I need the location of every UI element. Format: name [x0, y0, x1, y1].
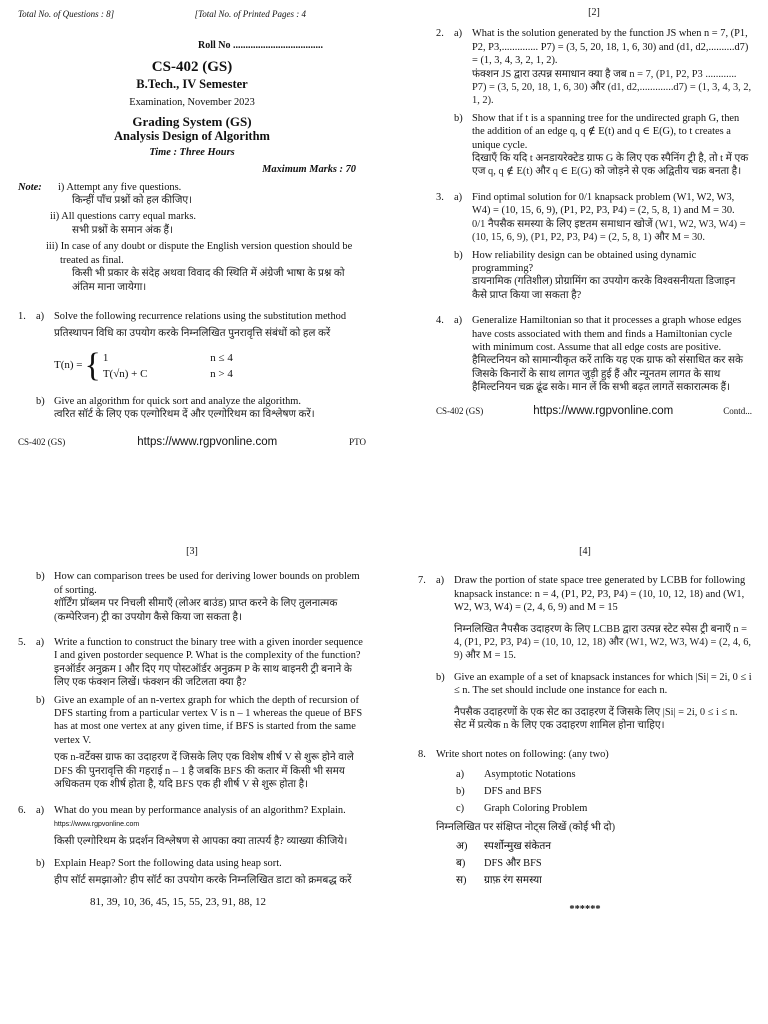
question-6b	[18, 857, 366, 888]
option-text: DFS and BFS	[484, 785, 542, 797]
option-text: DFS और BFS	[484, 858, 542, 870]
note-3-hi: किसी भी प्रकार के संदेह अथवा विवाद की स्थिति में अंग्रेजी भाषा के प्रश्न को अंतिम माना जायेगा।	[72, 268, 345, 293]
option-letter: b)	[456, 785, 465, 797]
question-5b	[18, 694, 366, 792]
q5a-text-en: Write a function to construct the binary tree with a given inorder sequence I and given postorder sequence P. What is the complexity of the function?	[54, 637, 363, 662]
q7a-text-en: Draw the portion of state space tree generated by LCBB for following knapsack instance: n = 4, (P1, P2, P3, P4) = (10, 10, 12, 18) and (W1, W2, W3, W4) = (2, 4, 6, 9) and M = 15	[454, 575, 746, 614]
q1a-text-hi: प्रतिस्थापन विधि का उपयोग करके निम्नलिखित पुनरावृत्ति संबंधों को हल करें	[54, 328, 331, 340]
option-letter: a)	[456, 768, 465, 780]
q1b-text-hi: त्वरित सॉर्ट के लिए एक एल्गोरिथम दें और एल्गोरिथम का विश्लेषण करें।	[54, 409, 315, 421]
q7a-part: a)	[436, 575, 445, 587]
subject-title: Analysis Design of Algorithm	[114, 129, 270, 144]
q7b-part: b)	[436, 671, 445, 683]
q8-option	[456, 766, 752, 783]
q8-text-hi: निम्नलिखित पर संक्षिप्त नोट्स लिखें (कोई भी दो)	[436, 821, 616, 833]
note-label: Note:	[18, 181, 42, 193]
note-1-en: i) Attempt any five questions.	[58, 181, 182, 193]
question-7b	[418, 671, 752, 733]
q5b-part: b)	[36, 694, 45, 706]
q3-number: 3.	[436, 191, 444, 203]
q5a-text-hi: इनऑर्डर अनुक्रम I और दिए गए पोस्टऑर्डर अनुक्रम P के साथ बाइनरी ट्री बनाने के लिए एक फंक्शन लिखें। फंक्शन की जटिलता क्या है?	[54, 663, 352, 689]
exam-session: Examination, November 2023	[129, 96, 255, 108]
grading-scheme: Grading System (GS)	[132, 114, 252, 130]
q8-option	[456, 800, 752, 817]
option-letter: स)	[456, 875, 467, 887]
q1-number: 1.	[18, 310, 26, 322]
option-letter: c)	[456, 802, 465, 814]
q3b-text-hi: डायनामिक (गतिशील) प्रोग्रामिंग का उपयोग करके विश्वसनीयता डिजाइन कैसे प्राप्त किया जा सकता है?	[472, 276, 736, 301]
end-marker: ******	[569, 904, 601, 916]
page-1-header	[18, 8, 366, 21]
max-marks: Maximum Marks : 70	[262, 164, 356, 176]
question-4a	[436, 314, 752, 394]
q1b-part: b)	[36, 395, 45, 407]
q2a-text-hi: फंक्शन JS द्वारा उत्पन्न समाधान क्या है जब n = 7, (P1, P2, P3 ............ P7) = (3, 5, 20, 18, 1, 6, 30) और (d1, d2,.............d7) = (1, 3, 4, 3, 2, 1, 2).	[472, 68, 752, 107]
q6b-text-hi: हीप सॉर्ट समझाओ? हीप सॉर्ट का उपयोग करके निम्नलिखित डाटा को क्रमबद्ध करें	[54, 875, 352, 887]
roll-no: Roll No ....................................	[198, 40, 323, 52]
page-3	[18, 545, 366, 909]
q2b-part: b)	[454, 112, 463, 124]
q8-option-hi	[456, 855, 752, 872]
program: B.Tech., IV Semester	[136, 77, 248, 92]
recurrence-lhs: T(n) =	[54, 359, 83, 372]
option-text: ग्राफ़ रंग समस्या	[484, 875, 542, 887]
rec-case-1-value: 1	[102, 351, 109, 364]
q4-number: 4.	[436, 315, 444, 327]
q2b-text-hi: दिखाएँ कि यदि t अनडायरेक्टेड ग्राफ G के लिए एक स्पैनिंग ट्री है, तो t में एक एज q, q ∉ E(t) और q ∈ E(G) को जोड़ने से एक अद्वितीय चक्र बनता है।	[472, 153, 749, 178]
option-text: स्पर्शोन्मुख संकेतन	[484, 841, 552, 853]
q8-options-en	[436, 766, 752, 817]
rec-case-1-cond: n ≤ 4	[210, 351, 233, 364]
question-3b	[436, 249, 752, 303]
q8-option-hi	[456, 838, 752, 855]
page-4	[418, 545, 752, 917]
q4a-part: a)	[454, 315, 463, 327]
question-8	[418, 748, 752, 889]
q4b-text-en: How can comparison trees be used for deriving lower bounds on problem of sorting.	[54, 571, 360, 596]
q5a-part: a)	[36, 637, 45, 649]
option-letter: अ)	[456, 841, 468, 853]
q3a-text-en: Find optimal solution for 0/1 knapsack problem (W1, W2, W3, W4) = (10, 15, 6, 9), (P1, P2, P3, P4) = (2, 5, 8, 1) and M = 30.	[472, 191, 735, 217]
q7a-text-hi: निम्नलिखित नैपसैक उदाहरण के लिए LCBB द्वारा उत्पन्न स्टेट स्पेस ट्री बनाएँ n = 4, (P1, P2, P3, P4) = (10, 10, 12, 18) और (W1, W2, W3, W4) = (2, 4, 6, 9) और M = 15.	[454, 623, 752, 662]
question-2b	[436, 112, 752, 179]
question-1b	[18, 395, 366, 422]
inline-url: https://www.rgpvonline.com	[54, 820, 140, 828]
recurrence-formula	[54, 346, 366, 384]
q5b-text-en: Give an example of an n-vertex graph for which the depth of recursion of DFS starting from a particular vertex V is n – 1 whereas the queue of BFS has at most one vertex at any given time, if BFS is started from the same vertex V.	[54, 694, 363, 746]
q2a-part: a)	[454, 28, 463, 40]
question-6a	[18, 804, 366, 849]
note-1-hi: किन्हीं पाँच प्रश्नों को हल कीजिए।	[72, 195, 193, 207]
q1a-text-en: Solve the following recurrence relations using the substitution method	[54, 310, 347, 322]
q7b-text-hi: नैपसैक उदाहरणों के एक सेट का उदाहरण दें जिसके लिए |Si| = 2i, 0 ≤ i ≤ n. सेट में प्रत्येक n के लिए एक उदाहरण शामिल होना चाहिए।	[454, 706, 738, 732]
q6-number: 6.	[18, 804, 26, 816]
page-1	[18, 8, 366, 449]
q8-option-hi	[456, 872, 752, 889]
q4a-text-en: Generalize Hamiltonian so that it processes a graph whose edges have costs associated with them and finds a Hamiltonian cycle with minimum cost. Assume that all edge costs are positive.	[472, 315, 742, 353]
q3a-part: a)	[454, 191, 463, 203]
heap-sort-data: 81, 39, 10, 36, 45, 15, 55, 23, 91, 88, 12	[90, 895, 266, 908]
q1b-text-en: Give an algorithm for quick sort and analyze the algorithm.	[54, 395, 301, 407]
paper-code: CS-402 (GS)	[151, 58, 233, 75]
question-3a	[436, 191, 752, 245]
footer-contd: Contd...	[723, 405, 752, 416]
q2-number: 2.	[436, 28, 444, 40]
q7-number: 7.	[418, 575, 426, 587]
q6a-text-en: What do you mean by performance analysis of an algorithm? Explain.	[54, 804, 346, 816]
q7b-text-en: Give an example of a set of knapsack instances for which |Si| = 2i, 0 ≤ i ≤ n. The set should include one instance for each n.	[454, 671, 752, 697]
brace-symbol: {	[84, 346, 101, 384]
q2b-text-en: Show that if t is a spanning tree for the undirected graph G, then the addition of an edge q, q ∉ E(t) and q ∈ E(G), to t creates a unique cycle.	[472, 112, 740, 151]
instructions	[18, 181, 366, 294]
option-letter: ब)	[456, 858, 466, 870]
q4b-text-hi: शॉर्टिंग प्रॉब्लम पर निचली सीमाएँ (लोअर बाउंड) प्राप्त करने के लिए तुलनात्मक (कम्पेरिजन) ट्री का उपयोग कैसे किया जा सकता है।	[54, 598, 338, 623]
question-4b	[18, 570, 366, 624]
option-text: Graph Coloring Problem	[484, 802, 588, 814]
q8-text-en: Write short notes on following: (any two)	[436, 749, 609, 761]
question-1a	[18, 310, 366, 391]
note-2-hi: सभी प्रश्नों के समान अंक हैं।	[72, 224, 174, 236]
option-text: Asymptotic Notations	[484, 768, 576, 780]
footer-url: https://www.rgpvonline.com	[137, 435, 278, 448]
q6b-part: b)	[36, 857, 45, 869]
q6b-text-en: Explain Heap? Sort the following data using heap sort.	[54, 857, 282, 869]
page-2-footer	[436, 405, 752, 418]
question-5a	[18, 636, 366, 690]
footer-code: CS-402 (GS)	[18, 436, 66, 447]
q5b-text-hi: एक n-वर्टेक्स ग्राफ का उदाहरण दें जिसके लिए एक विशेष शीर्ष V से शुरू होने वाले DFS की पुनरावृत्ति की गहराई n – 1 है जबकि BFS की कतार में किसी भी समय अधिकतम एक शीर्ष होता है, यदि BFS एक ही शीर्ष V से शुरू होता है।	[54, 752, 354, 791]
q4a-text-hi: हैमिल्टनियन को सामान्यीकृत करें ताकि यह एक ग्राफ को संसाधित कर सके जिसके किनारों के साथ लागत जुड़ी हुई हैं और न्यूनतम लागत के साथ हैमिल्टनियन चक्र ढूंढ सके। मान लें कि सभी बढ़त लागतें सकारात्मक हैं।	[472, 355, 743, 394]
q8-option	[456, 783, 752, 800]
footer-url: https://www.rgpvonline.com	[533, 404, 674, 417]
time-allowed: Time : Three Hours	[149, 146, 235, 158]
q1a-part: a)	[36, 310, 45, 322]
q5-number: 5.	[18, 637, 26, 649]
q6a-part: a)	[36, 804, 45, 816]
footer-pto: PTO	[349, 436, 366, 447]
page-2	[436, 6, 752, 418]
q8-number: 8.	[418, 749, 426, 761]
question-2a	[436, 27, 752, 107]
q8-options-hi	[436, 838, 752, 889]
rec-case-2-cond: n > 4	[210, 367, 233, 380]
total-pages: [Total No. of Printed Pages : 4	[194, 9, 306, 19]
q3a-text-hi: 0/1 नैपसैक समस्या के लिए इष्टतम समाधान खोजें (W1, W2, W3, W4) = (10, 15, 6, 9), (P1, P2, P3, P4) = (2, 5, 8, 1) और M = 30.	[472, 218, 746, 244]
note-2-en: ii) All questions carry equal marks.	[50, 211, 197, 223]
page-4-number: [4]	[579, 546, 591, 557]
q4b-part: b)	[36, 571, 45, 583]
total-questions: Total No. of Questions : 8]	[18, 9, 115, 19]
q2a-text-en: What is the solution generated by the function JS when n = 7, (P1, P2, P3,.............. P7) = (3, 5, 20, 18, 1, 6, 30) and (d1, d2,..........d7) = (1, 3, 4, 3, 2, 1, 2).	[472, 28, 749, 67]
question-7a	[418, 574, 752, 662]
footer-code: CS-402 (GS)	[436, 405, 484, 416]
page-2-number: [2]	[588, 7, 600, 18]
q3b-text-en: How reliability design can be obtained using dynamic programming?	[472, 249, 697, 274]
note-3-en: iii) In case of any doubt or dispute the English version question should be treated as final.	[46, 241, 353, 266]
q6a-text-hi: किसी एल्गोरिथम के प्रदर्शन विश्लेषण से आपका क्या तात्पर्य है? व्याख्या कीजिये।	[54, 836, 348, 848]
page-3-number: [3]	[186, 546, 198, 557]
page-1-footer	[18, 436, 366, 449]
rec-case-2-value: T(√n) + C	[102, 367, 148, 380]
q3b-part: b)	[454, 249, 463, 261]
